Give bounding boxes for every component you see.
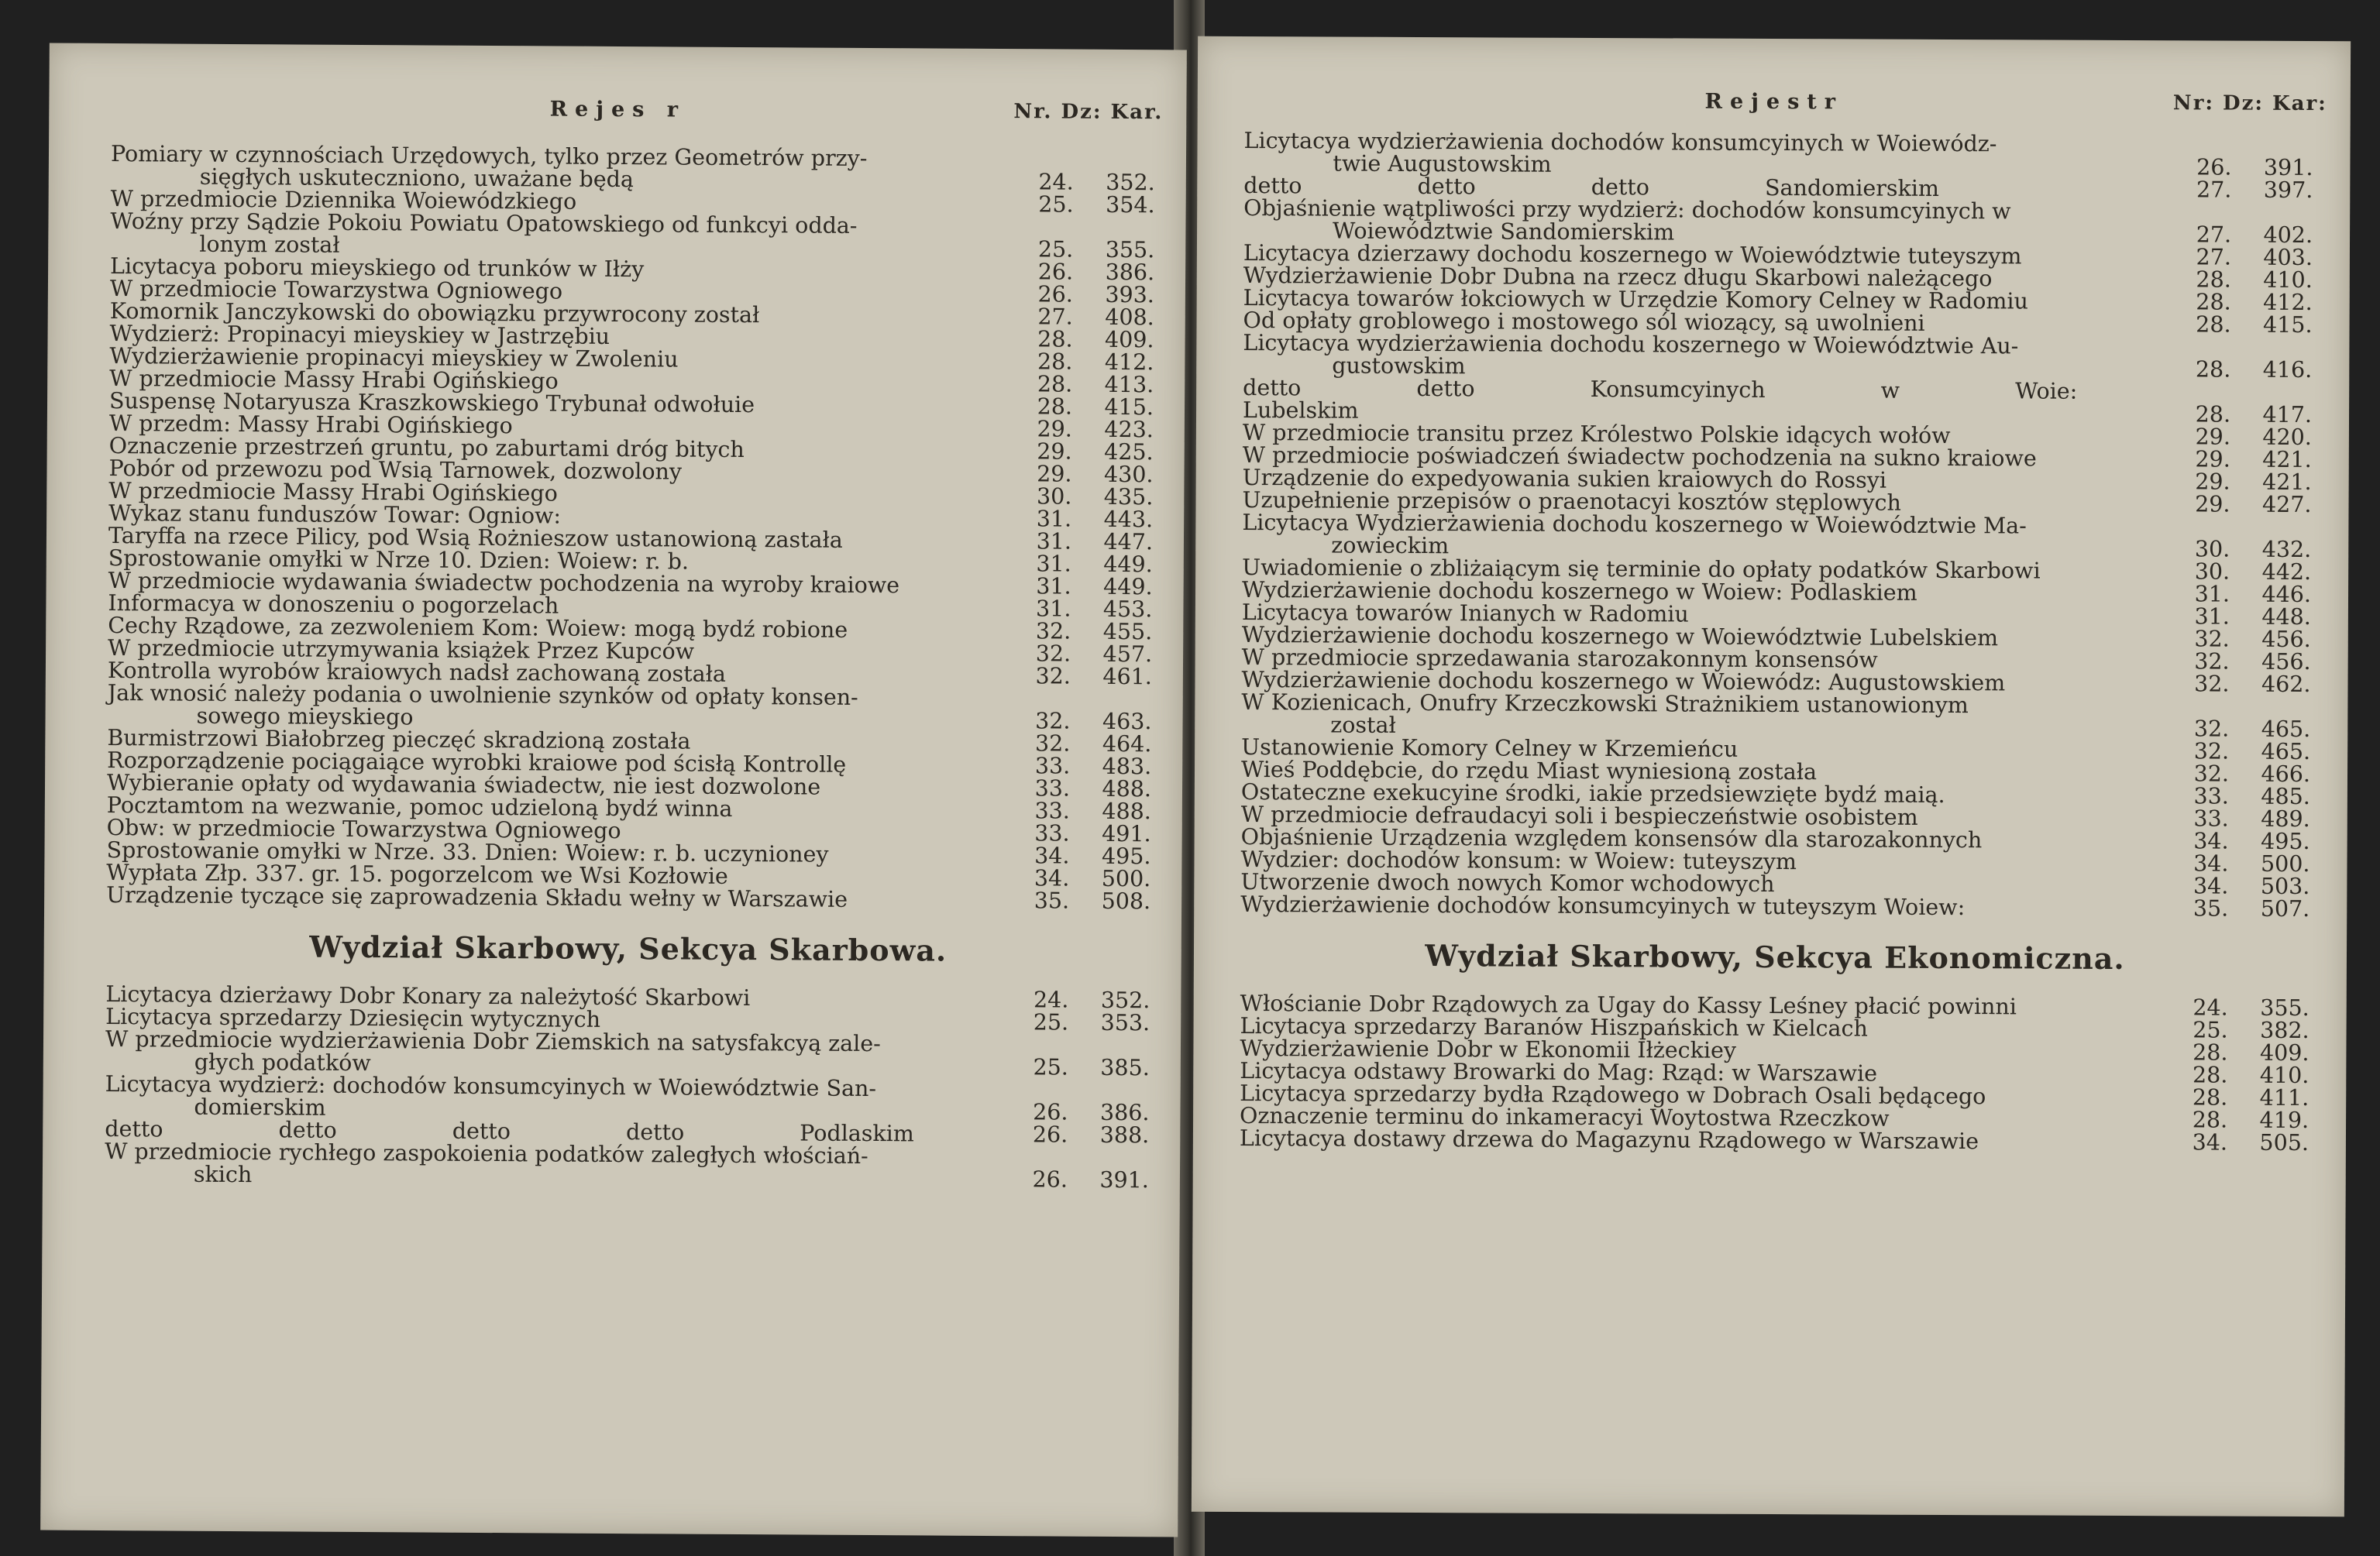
entry-page-number: 449.	[1103, 573, 1153, 600]
entry-page-number: 464.	[1102, 730, 1152, 757]
entry-title: Licytacya sprzedarzy Baranów Hiszpańskich w Kielcach	[1240, 1013, 1868, 1042]
entry-page-number: 355.	[2260, 994, 2309, 1022]
entry-issue-number: 32.	[1035, 708, 1071, 734]
entry-page-number: 415.	[1104, 393, 1154, 421]
entry-issue-number: 33.	[1034, 798, 1070, 824]
entry-page-number: 420.	[2262, 424, 2312, 451]
entry-text	[1243, 331, 2161, 380]
entry-title: Wypłata Złp. 337. gr. 15. pogorzelcom we Wsi Kozłowie	[106, 860, 728, 889]
entry-issue-number: 29.	[2195, 446, 2230, 472]
left-header-columns: Nr. Dz: Kar.	[1013, 100, 1164, 125]
entry-title: W przedmiocie transitu przez Królestwo Polskie idących wołów	[1242, 420, 1951, 449]
entry-title: Licytacya sprzedarzy bydła Rządowego w Dobrach Osali będącego	[1240, 1080, 1986, 1110]
entry-page-number: 443.	[1103, 506, 1154, 533]
entry-page-number: 465.	[2261, 716, 2311, 743]
entry-issue-number: 29.	[2195, 469, 2230, 495]
entry-page-number: 409.	[1104, 326, 1154, 353]
entry-issue-number: 29.	[1037, 438, 1072, 465]
entry-page-number: 409.	[2259, 1039, 2309, 1067]
entry-page-number: 386.	[1099, 1099, 1150, 1126]
entry-page-number: 388.	[1099, 1121, 1150, 1149]
entry-issue-number: 27.	[2196, 222, 2232, 248]
entry-page-number: 455.	[1102, 618, 1153, 645]
entry-title: Ustanowienie Komory Celney w Krzemieńcu	[1241, 734, 1739, 762]
entry-issue-number: 26.	[1033, 1099, 1068, 1125]
register-entry	[105, 1138, 1150, 1194]
entry-title: Sprostowanie omyłki w Nrze. 33. Dnien: Woiew: r. b. uczynioney	[106, 837, 829, 867]
entry-page-number: 419.	[2259, 1107, 2309, 1134]
entry-title: W przedmiocie sprzedawania starozakonnym konsensów	[1241, 644, 1878, 673]
entry-issue-number: 28.	[2196, 266, 2231, 293]
entry-issue-number: 26.	[1037, 259, 1074, 285]
entry-title: Oznaczenie terminu do inkameracyi Woytostwa Rzeczkow	[1240, 1103, 1890, 1132]
entry-page-number: 495.	[1101, 843, 1151, 870]
entry-title: Wydzierżawienie dochodu koszernego w Woiewództwie Lubelskiem	[1241, 622, 1999, 651]
entry-title: Wybieranie opłaty od wydawania świadectw, nie iest dozwolone	[106, 770, 821, 800]
entry-title: W przedmiocie rychłego zaspokoienia podatków zaległych włościań-	[105, 1138, 868, 1170]
entry-continuation: domierskim	[194, 1094, 326, 1121]
entry-issue-number: 28.	[2196, 289, 2231, 315]
entry-page-number: 412.	[1104, 349, 1154, 376]
entry-title: W przedmiocie Massy Hrabi Ogińskiego	[108, 478, 558, 507]
entry-title: Licytacya dostawy drzewa do Magazynu Rządowego w Warszawie	[1239, 1125, 1979, 1155]
entry-text	[105, 1140, 998, 1190]
entry-issue-number: 25.	[1038, 191, 1074, 218]
entry-title: Pobór od przewozu pod Wsią Tarnowek, dozwolony	[108, 455, 683, 485]
entry-issue-number: 28.	[1037, 349, 1073, 375]
entry-title: Rozporządzenie pociągaiące wyrobki kraiowe pod ścisłą Kontrollę	[107, 747, 847, 778]
entry-title: Taryffa na rzece Pilicy, pod Wsią Rożnieszow ustanowioną zastała	[108, 523, 843, 553]
right-section-title: Wydział Skarbowy, Sekcya Ekonomiczna.	[1425, 938, 2125, 976]
entry-title: Objaśnienie wątpliwości przy wydzierż: dochodów konsumcyinych w	[1243, 195, 2011, 225]
entry-page-number: 507.	[2260, 895, 2310, 922]
entry-page-number: 352.	[1100, 987, 1150, 1014]
entry-title: Utworzenie dwoch nowych Komor wchodowych	[1240, 869, 1775, 898]
entry-issue-number: 27.	[1037, 304, 1073, 330]
entry-page-number: 446.	[2261, 581, 2312, 608]
entry-title: Licytacya towarów Inianych w Radomiu	[1241, 599, 1689, 627]
entry-issue-number: 30.	[2194, 536, 2230, 562]
entry-text	[1240, 893, 2158, 919]
entry-issue-number: 32.	[1035, 663, 1071, 689]
entry-issue-number: 30.	[1036, 483, 1072, 510]
entry-page-number: 466.	[2261, 761, 2311, 788]
entry-title: Jak wnosić należy podania o uwolnienie szynków od opłaty konsen-	[107, 680, 858, 710]
entry-text	[1242, 511, 2160, 560]
entry-issue-number: 25.	[1037, 236, 1074, 263]
entry-page-number: 391.	[2263, 154, 2313, 181]
entry-page-number: 386.	[1105, 259, 1155, 286]
entry-title: Wydzierżawienie propinacyi mieyskiey w Zwoleniu	[109, 343, 679, 373]
entry-title: Cechy Rządowe, za zezwoleniem Kom: Woiew: mogą bydź robione	[108, 613, 848, 643]
entry-page-number: 402.	[2263, 222, 2313, 249]
entry-issue-number: 29.	[1037, 461, 1072, 487]
entry-text	[105, 1025, 999, 1078]
entry-title: detto detto Konsumcyinych w Woie: Lubelskim	[1242, 375, 2078, 424]
entry-text	[1240, 1127, 2158, 1153]
entry-title: Pomiary w czynnościach Urzędowych, tylko przez Geometrów przy-	[110, 141, 868, 171]
entry-issue-number: 32.	[2194, 648, 2230, 675]
entry-continuation: został	[1330, 712, 1396, 738]
entry-issue-number: 33.	[2193, 805, 2229, 832]
entry-issue-number: 32.	[2194, 671, 2230, 697]
entry-text	[111, 143, 1004, 193]
entry-issue-number: 34.	[2193, 828, 2229, 854]
entry-page-number: 461.	[1102, 663, 1153, 690]
right-header-title: Rejestr	[1704, 89, 1844, 115]
entry-page-number: 489.	[2261, 805, 2310, 833]
left-page	[40, 43, 1187, 1537]
entry-title: Uwiadomienie o zbliżaiącym się terminie do opłaty podatków Skarbowi	[1242, 555, 2041, 584]
entry-page-number: 403.	[2263, 244, 2313, 271]
entry-title: Wydzierżawienie dochodów konsumcyinych w tuteyszym Woiew:	[1240, 891, 1966, 921]
entry-title: Ostateczne exekucyine środki, iakie przedsiewzięte bydź maią.	[1240, 779, 1945, 808]
entry-issue-number: 33.	[1034, 820, 1070, 847]
entry-issue-number: 28.	[2193, 1039, 2228, 1066]
entry-issue-number: 25.	[1033, 1009, 1069, 1036]
entry-issue-number: 34.	[1034, 865, 1070, 891]
entry-page-number: 410.	[2263, 266, 2313, 294]
entry-issue-number: 33.	[1034, 775, 1071, 802]
entry-title: Wykaz stanu funduszów Towar: Ogniow:	[108, 500, 562, 529]
entry-title: Licytacya towarów łokciowych w Urzędzie Komory Celney w Radomiu	[1243, 285, 2028, 314]
entry-issue-number: 26.	[1032, 1166, 1068, 1193]
entry-title: Wydzierżawienie dochodu koszernego w Woiew: Podlaskiem	[1241, 577, 1917, 606]
entry-title: Licytacya wydzierżawienia dochodu koszernego w Woiewództwie Au-	[1243, 330, 2019, 359]
entry-title: Wydzier: dochodów konsum: w Woiew: tuteyszym	[1240, 847, 1797, 875]
entry-issue-number: 31.	[1036, 528, 1072, 555]
entry-text	[110, 210, 1003, 260]
entry-page-number: 353.	[1100, 1009, 1150, 1036]
entry-issue-number: 29.	[1037, 416, 1072, 442]
entry-page-number: 453.	[1102, 596, 1153, 623]
entry-continuation: Woiewództwie Sandomierskim	[1332, 218, 1675, 246]
entry-page-number: 465.	[2261, 738, 2311, 765]
entry-title: Suspensę Notaryusza Kraszkowskiego Trybunał odwołuie	[108, 388, 755, 418]
entry-issue-number: 32.	[2194, 626, 2230, 652]
entry-issue-number: 28.	[1037, 326, 1073, 352]
entry-title: Licytacya dzierżawy Dobr Konary za należytość Skarbowi	[105, 981, 751, 1012]
entry-page-number: 435.	[1103, 483, 1154, 510]
entry-title: W przedmiocie Massy Hrabi Ogińskiego	[109, 366, 559, 394]
entry-title: Woźny przy Sądzie Pokoiu Powiatu Opatowskiego od funkcyi odda-	[110, 208, 858, 239]
entry-page-number: 442.	[2261, 558, 2312, 586]
entry-title: Sprostowanie omyłki w Nrze 10. Dzien: Woiew: r. b.	[108, 545, 690, 575]
entry-title: W przedmiocie wydawania świadectw pochodzenia na wyroby kraiowe	[108, 568, 900, 599]
entry-title: Licytacya wydzierż: dochodów konsumcyinych w Woiewództwie San-	[105, 1070, 877, 1102]
entry-text	[1241, 691, 2159, 740]
entry-title: W przedmiocie utrzymywania książek Przez Kupców	[108, 635, 695, 665]
entry-page-number: 430.	[1103, 461, 1154, 488]
entry-issue-number: 32.	[1035, 641, 1071, 667]
entry-title: Urządzenie tyczące się zaprowadzenia Składu wełny w Warszawie	[106, 882, 848, 912]
entry-title: W przedmiocie Towarzystwa Ogniowego	[109, 276, 563, 304]
entry-issue-number: 31.	[1036, 506, 1072, 532]
entry-page-number: 421.	[2262, 469, 2312, 496]
entry-title: Licytacya sprzedarzy Dziesięcin wytycznych	[105, 1003, 601, 1032]
entry-issue-number: 25.	[1033, 1054, 1068, 1080]
entry-page-number: 415.	[2263, 311, 2313, 338]
entry-page-number: 456.	[2261, 648, 2311, 675]
right-register-list	[1240, 129, 2313, 920]
entry-title: Obw: w przedmiocie Towarzystwa Ogniowego	[106, 815, 621, 844]
entry-issue-number: 29.	[2195, 491, 2230, 517]
entry-page-number: 449.	[1103, 551, 1153, 578]
entry-continuation: sowego mieyskiego	[196, 702, 414, 730]
entry-issue-number: 28.	[2196, 311, 2231, 338]
entry-issue-number: 32.	[1035, 618, 1071, 644]
entry-title: W przedmiocie wydzierżawienia Dobr Ziemskich na satysfakcyą zale-	[105, 1025, 881, 1057]
entry-issue-number: 32.	[2193, 761, 2230, 787]
register-entry	[1243, 331, 2312, 381]
left-register-list	[106, 141, 1155, 915]
entry-page-number: 391.	[1099, 1166, 1150, 1194]
left-page-header	[49, 94, 1186, 137]
entry-title: Burmistrzowi Białobrzeg pieczęć skradzioną została	[107, 725, 691, 754]
entry-page-number: 352.	[1106, 169, 1155, 196]
entry-issue-number: 34.	[2192, 1129, 2228, 1156]
entry-text	[1243, 129, 2162, 178]
entry-text	[106, 884, 999, 912]
entry-title: Licytacya wydzierżawienia dochodów konsumcyinych w Woiewódz-	[1243, 128, 1997, 157]
entry-issue-number: 33.	[1034, 753, 1071, 779]
entry-title: Informacya w donoszeniu o pogorzelach	[108, 590, 559, 619]
entry-page-number: 416.	[2262, 356, 2313, 383]
entry-page-number: 385.	[1100, 1054, 1150, 1081]
entry-title: W przedm: Massy Hrabi Ogińskiego	[108, 410, 513, 439]
register-entry	[1243, 129, 2313, 179]
entry-issue-number: 31.	[1036, 596, 1071, 622]
entry-issue-number: 24.	[1038, 169, 1074, 195]
entry-title: Kontrolla wyrobów kraiowych nadsł zachowaną została	[107, 658, 727, 687]
entry-title: Licytacya Wydzierżawienia dochodu koszernego w Woiewództwie Ma-	[1242, 510, 2027, 539]
entry-title: Wydzierżawienie Dobr w Ekonomii Iłżeckiey	[1240, 1036, 1737, 1063]
entry-title: Wydzierż: Propinacyi mieyskiey w Jastrzębiu	[109, 321, 610, 349]
entry-issue-number: 26.	[2196, 154, 2232, 180]
entry-page-number: 491.	[1102, 820, 1151, 847]
entry-issue-number: 28.	[2195, 401, 2231, 428]
entry-page-number: 483.	[1102, 753, 1152, 780]
entry-title: Włościanie Dobr Rządowych za Ugay do Kassy Leśney płacić powinni	[1240, 991, 2017, 1020]
entry-continuation: sięgłych uskuteczniono, uważane będą	[199, 163, 635, 193]
entry-issue-number: 34.	[2193, 850, 2229, 877]
entry-issue-number: 25.	[2193, 1017, 2228, 1043]
entry-continuation: skich	[193, 1161, 253, 1188]
entry-page-number: 485.	[2261, 783, 2310, 810]
entry-issue-number: 24.	[1033, 987, 1069, 1013]
entry-issue-number: 31.	[1036, 551, 1071, 577]
entry-continuation: twie Augustowskim	[1333, 150, 1552, 177]
entry-title: Licytacya dzierzawy dochodu koszernego w Woiewództwie tuteyszym	[1243, 240, 2022, 270]
entry-issue-number: 28.	[2195, 356, 2231, 383]
entry-page-number: 410.	[2259, 1062, 2309, 1089]
entry-page-number: 448.	[2261, 603, 2311, 630]
entry-page-number: 495.	[2261, 828, 2310, 855]
right-page-header	[1198, 88, 2351, 128]
entry-page-number: 500.	[2260, 850, 2310, 878]
entry-title: Urządzenie do expedyowania sukien kraiowych do Rossyi	[1242, 465, 1887, 493]
left-section-title: Wydział Skarbowy, Sekcya Skarbowa.	[309, 929, 948, 968]
entry-title: Wydzierżawienie dochodu koszernego w Woiewódz: Augustowskiem	[1241, 667, 2006, 696]
entry-title: W przedmiocie poświadczeń świadectw pochodzenia na sukno kraiowe	[1242, 442, 2037, 472]
entry-issue-number: 27.	[2196, 177, 2232, 203]
entry-page-number: 408.	[1105, 304, 1154, 331]
entry-issue-number: 30.	[2194, 558, 2230, 585]
entry-page-number: 432.	[2261, 536, 2312, 563]
right-entries	[1240, 129, 2313, 1154]
left-entries	[105, 141, 1155, 1194]
register-entry	[1242, 511, 2311, 561]
entry-page-number: 397.	[2263, 177, 2313, 204]
entry-issue-number: 26.	[1032, 1121, 1068, 1148]
entry-title: W przedmiocie Dziennika Woiewódzkiego	[110, 186, 577, 215]
entry-title: W przedmiocie defraudacyi soli i bespieczeństwie osobistem	[1240, 802, 1918, 830]
entry-issue-number: 29.	[2195, 424, 2230, 450]
entry-page-number: 417.	[2262, 401, 2313, 428]
entry-title: Uzupełnienie przepisów o praenotacyi kosztów stęplowych	[1242, 487, 1901, 516]
left-header-title: Rejes r	[549, 97, 686, 122]
entry-page-number: 413.	[1104, 371, 1154, 398]
entry-text	[105, 1070, 998, 1123]
entry-page-number: 411.	[2259, 1084, 2309, 1111]
entry-issue-number: 35.	[2193, 895, 2229, 922]
entry-page-number: 355.	[1105, 236, 1155, 263]
register-entry	[1243, 195, 2313, 249]
entry-issue-number: 31.	[1036, 573, 1071, 599]
entry-title: detto detto detto Sandomierskim	[1243, 173, 1940, 201]
entry-issue-number: 33.	[2193, 783, 2229, 809]
entry-issue-number: 28.	[2192, 1107, 2228, 1133]
right-section-list	[1240, 992, 2309, 1154]
entry-continuation: gustowskim	[1332, 352, 1466, 380]
entry-title: Od opłaty groblowego i mostowego sól wiozący, są uwolnieni	[1243, 307, 1925, 336]
entry-page-number: 500.	[1101, 865, 1151, 892]
entry-issue-number: 28.	[1037, 371, 1073, 397]
entry-title: W Kozienicach, Onufry Krzeczkowski Strażnikiem ustanowionym	[1241, 689, 1969, 719]
entry-page-number: 457.	[1102, 641, 1153, 668]
entry-page-number: 423.	[1104, 416, 1154, 443]
entry-page-number: 412.	[2263, 289, 2313, 316]
register-entry	[1241, 689, 2311, 743]
entry-title: Wydzierżawienie Dobr Dubna na rzecz długu Skarbowi należącego	[1243, 263, 1993, 292]
entry-issue-number: 34.	[1034, 843, 1070, 869]
entry-text	[1243, 197, 2162, 246]
entry-page-number: 508.	[1101, 888, 1151, 915]
entry-issue-number: 27.	[2196, 244, 2232, 270]
entry-issue-number: 28.	[2192, 1084, 2228, 1111]
entry-continuation: zowieckim	[1331, 532, 1450, 559]
entry-title: Objaśnienie Urządzenia względem konsensów dla starozakonnych	[1240, 824, 1983, 854]
entry-title: Pocztamtom na wezwanie, pomoc udzieloną bydź winna	[106, 792, 733, 822]
entry-title: Licytacya poboru mieyskiego od trunków w Iłży	[110, 253, 645, 283]
entry-issue-number: 31.	[2194, 581, 2230, 607]
entry-title: detto detto detto detto Podlaskim	[105, 1115, 914, 1147]
entry-page-number: 447.	[1103, 528, 1154, 555]
entry-page-number: 425.	[1104, 438, 1154, 465]
right-page	[1192, 36, 2351, 1516]
entry-continuation: lonym został	[199, 231, 340, 258]
entry-page-number: 456.	[2261, 626, 2311, 653]
entry-page-number: 462.	[2261, 671, 2311, 698]
entry-page-number: 488.	[1102, 775, 1152, 802]
entry-issue-number: 32.	[2193, 738, 2230, 764]
right-header-columns: Nr: Dz: Kar:	[2172, 91, 2327, 116]
entry-page-number: 427.	[2261, 491, 2312, 518]
entry-text	[107, 682, 1000, 732]
entry-issue-number: 28.	[1037, 393, 1073, 420]
entry-issue-number: 32.	[2193, 716, 2230, 742]
register-entry	[1240, 1127, 2309, 1154]
entry-title: Komornik Janczykowski do obowiązku przywrocony został	[109, 298, 760, 328]
entry-page-number: 382.	[2260, 1017, 2309, 1044]
entry-issue-number: 26.	[1037, 281, 1074, 307]
entry-title: Licytacya odstawy Browarki do Mag: Rząd: w Warszawie	[1240, 1058, 1878, 1087]
entry-page-number: 503.	[2260, 873, 2310, 900]
entry-text	[1243, 376, 2161, 425]
entry-page-number: 421.	[2262, 446, 2312, 473]
entry-page-number: 354.	[1106, 191, 1155, 218]
register-entry	[1243, 376, 2312, 426]
entry-page-number: 488.	[1102, 798, 1151, 825]
register-entry	[1240, 893, 2309, 920]
entry-continuation: głych podatków	[194, 1049, 371, 1077]
entry-issue-number: 32.	[1034, 730, 1071, 757]
left-section-list	[105, 981, 1150, 1194]
entry-issue-number: 35.	[1034, 888, 1070, 914]
entry-issue-number: 28.	[2192, 1062, 2228, 1088]
entry-title: Wieś Poddębcie, do rzędu Miast wyniesioną została	[1240, 757, 1818, 785]
entry-title: Oznaczenie przestrzeń gruntu, po zaburtami dróg bitych	[108, 433, 745, 463]
entry-issue-number: 24.	[2193, 994, 2228, 1021]
entry-issue-number: 34.	[2193, 873, 2229, 899]
entry-page-number: 393.	[1105, 281, 1155, 308]
entry-issue-number: 31.	[2194, 603, 2230, 630]
entry-page-number: 463.	[1102, 708, 1152, 735]
entry-page-number: 505.	[2259, 1129, 2309, 1156]
